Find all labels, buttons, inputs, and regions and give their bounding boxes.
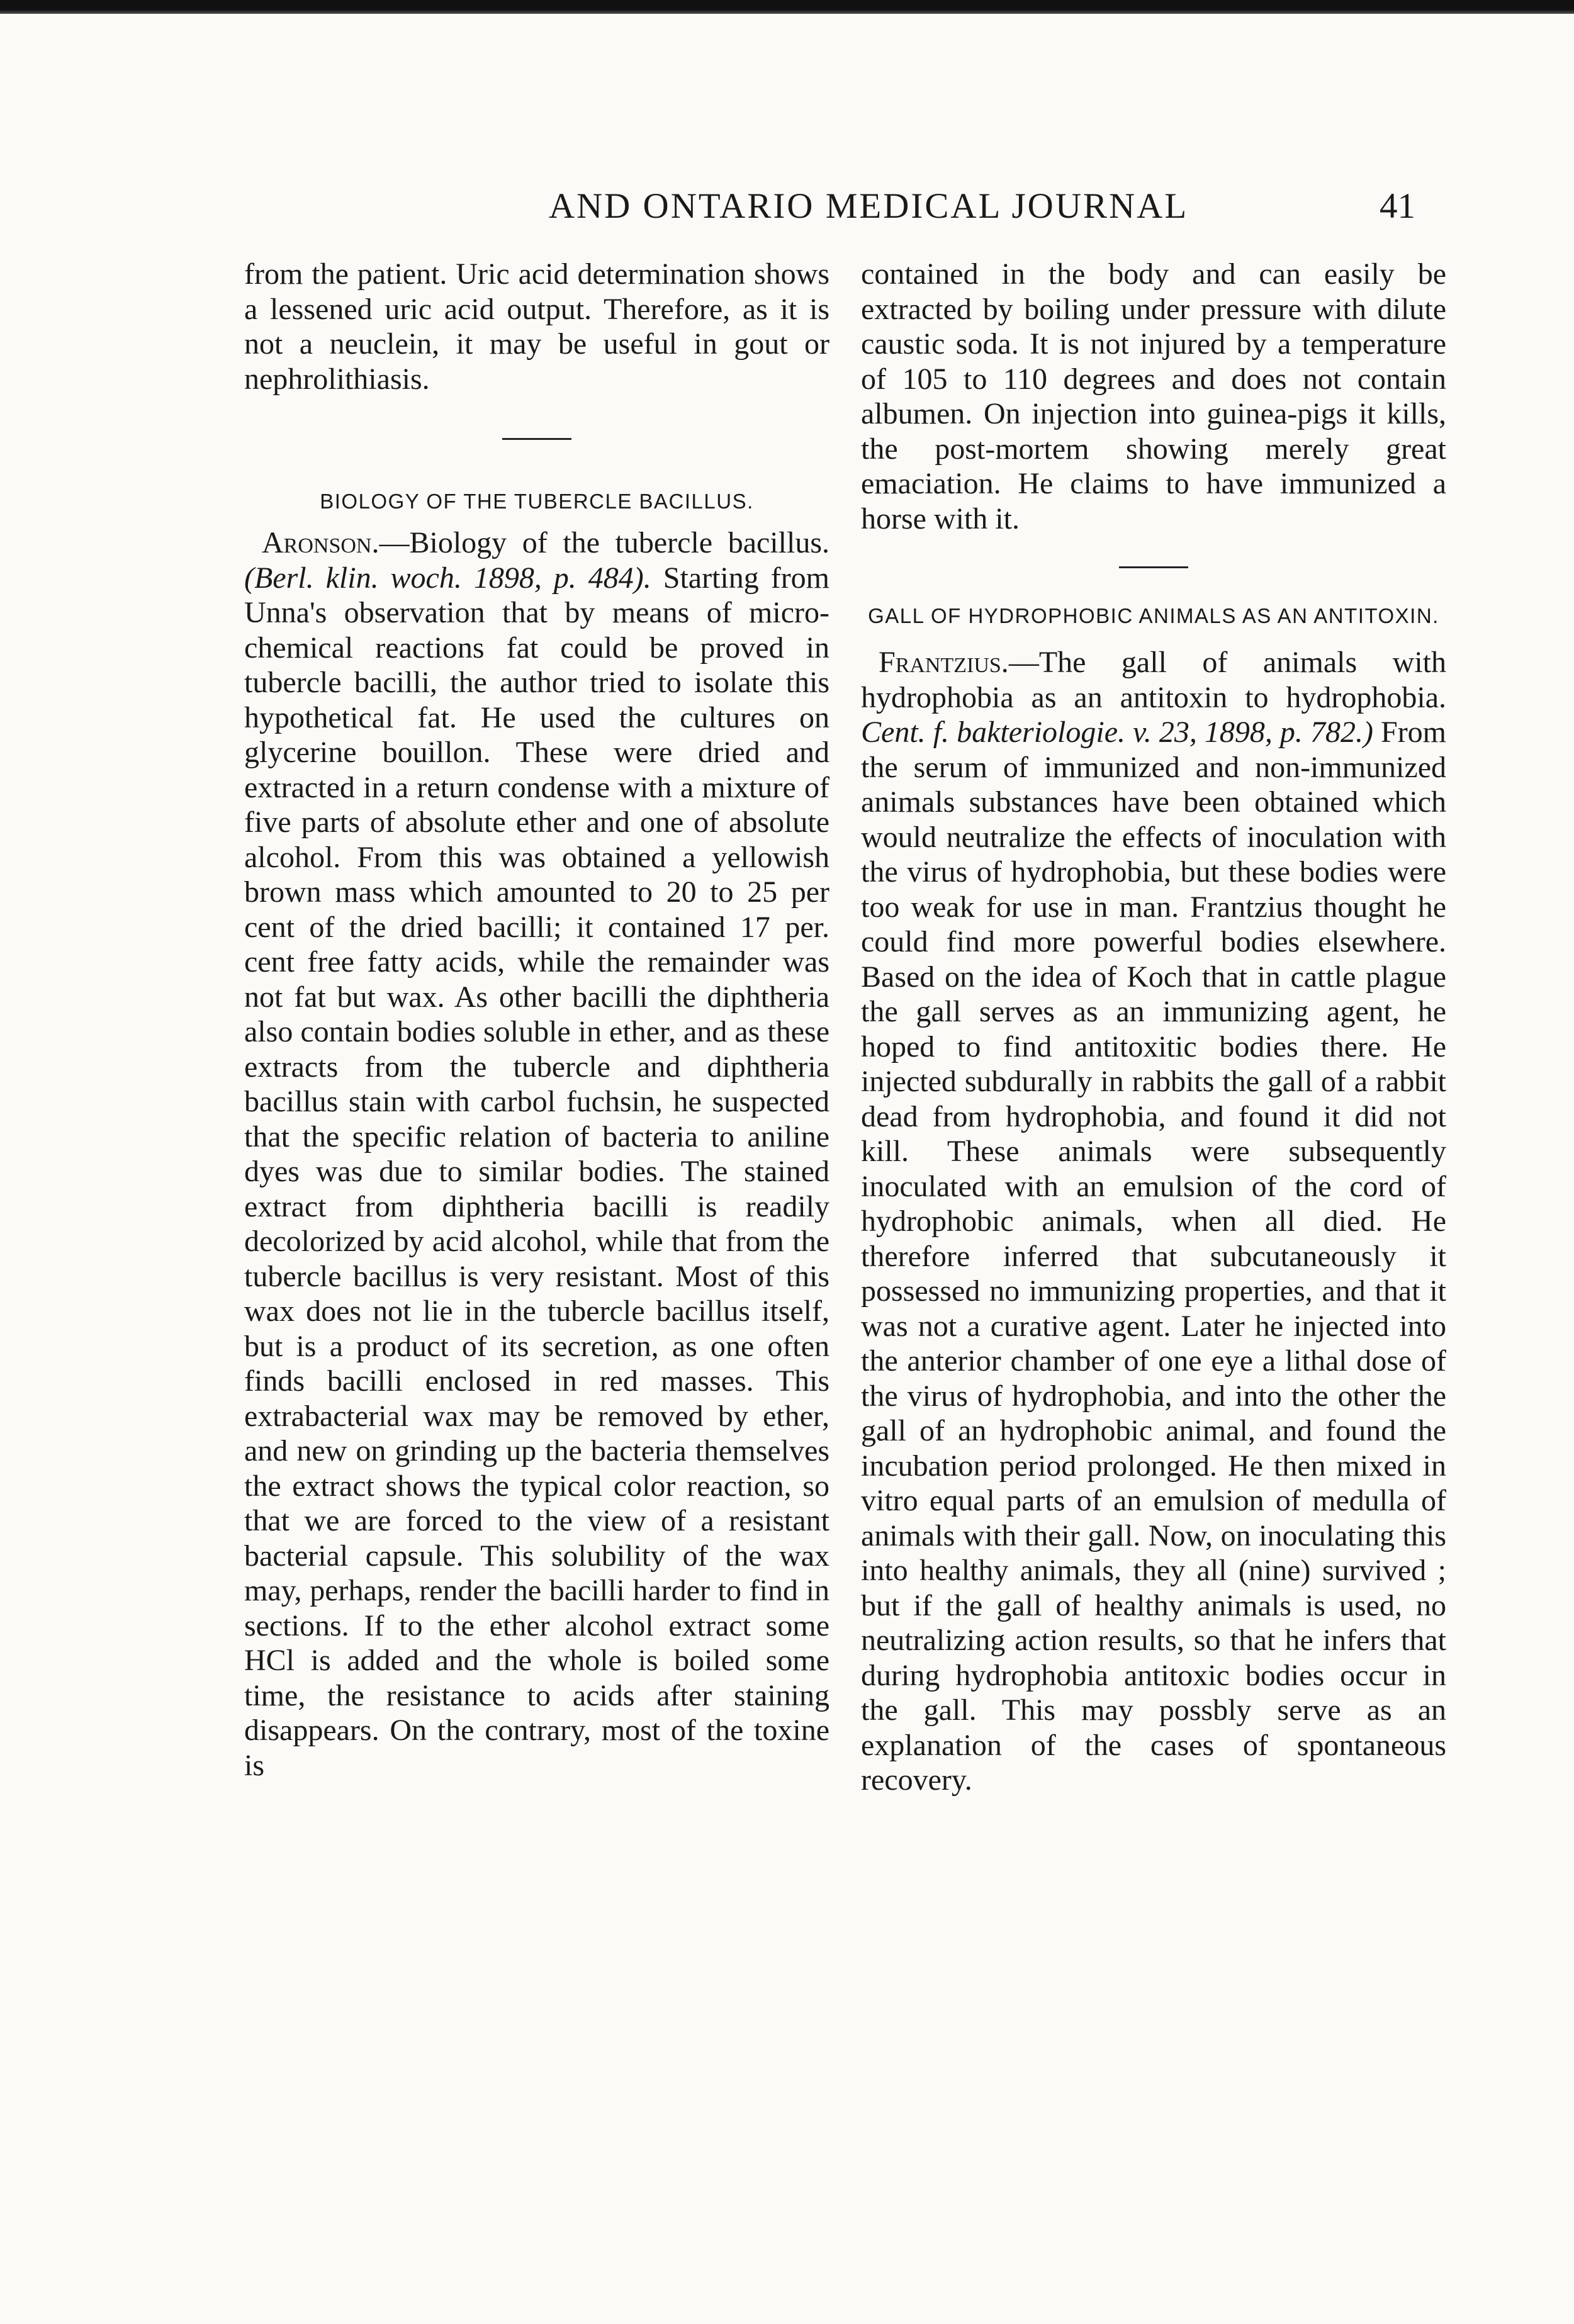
right-column — [861, 257, 1446, 1798]
article-lead: —Biology of the tubercle bacillus. — [379, 526, 829, 559]
article-author: Frantzius. — [879, 646, 1009, 679]
running-head — [0, 181, 1574, 232]
article-body: From the serum of immunized and non-immunized animals substances have been obtained which would neutralize the effects of inoculation with the virus of hydrophobia, but these bodies were too weak for use in man. Frantzius thought he could find more powerful bodies elsewhere. Based on the idea of Koch that in cattle plague the gall serves as an immunizing agent, he hoped to find antitoxitic bodies there. He injected subdurally in rabbits the gall of a rabbit dead from hydrophobia, and found it did not kill. These animals were subsequently inoculated with an emulsion of the cord of hydrophobic animals, when all died. He therefore inferred that subcutaneously it possessed no immunizing properties, and that it was not a curative agent. Later he injected into the anterior chamber of one eye a lithal dose of the virus of hydrophobia, and into the other the gall of an hydrophobic animal, and found the incubation period prolonged. He then mixed in vitro equal parts of an emulsion of medulla of animals with their gall. Now, on inoculating this into healthy animals, they all (nine) survived ; but if the gall of healthy animals is used, no neutralizing action results, so that he infers that during hydrophobia antitoxic bodies occur in the gall. This may possbly serve as an explanation of the cases of spontaneous recovery. — [861, 716, 1447, 1797]
article-body: Starting from Unna's observation that by means of micro-chemical reactions fat could be proved in tubercle bacilli, the author tried to isolate this hypothetical fat. He used the cultures on glycerine bouillon. These were dried and extracted in a return condense with a mixture of five parts of absolute ether and one of absolute alcohol. From this was obtained a yellowish brown mass which amounted to 20 to 25 per cent of the dried bacilli; it contained 17 per. cent free fatty acids, while the remainder was not fat but wax. As other bacilli the diphtheria also contain bodies soluble in ether, and as these extracts from the tubercle and diphtheria bacillus stain with carbol fuchsin, he suspected that the specific relation of bacteria to aniline dyes was due to similar bodies. The stained extract from diphtheria bacilli is readily decolorized by acid alcohol, while that from the tubercle bacillus is very resistant. Most of this wax does not lie in the tubercle bacillus itself, but is a product of its secretion, as one often finds bacilli enclosed in red masses. This extrabacterial wax may be removed by ether, and new on grinding up the bacteria themselves the extract shows the typical color reaction, so that we are forced to the view of a resistant bacterial capsule. This solubility of the wax may, perhaps, render the bacilli harder to find in sections. If to the ether alcohol extract some HCl is added and the whole is boiled some time, the resistance to acids after staining disappears. On the contrary, most of the toxine is — [244, 561, 830, 1782]
article-lead: —The gall of animals with hydrophobia as an antitoxin to hydrophobia. — [861, 646, 1446, 714]
page-number: 41 — [1380, 186, 1415, 226]
top-border-rule — [0, 0, 1574, 14]
left-column — [244, 257, 829, 1783]
intro-paragraph: from the patient. Uric acid determination shows a lessened uric acid output. Therefore, as it is not a neuclein, it may be useful in gout or nephrolithiasis. — [244, 257, 829, 396]
article-author: Aronson. — [262, 526, 379, 559]
article-paragraph — [861, 645, 1446, 1798]
article-citation: (Berl. klin. woch. 1898, p. 484). — [244, 561, 651, 595]
article-heading: GALL OF HYDROPHOBIC ANIMALS AS AN ANTITOXIN. — [868, 604, 1439, 627]
article-heading: BIOLOGY OF THE TUBERCLE BACILLUS. — [320, 490, 754, 513]
journal-title: AND ONTARIO MEDICAL JOURNAL — [548, 186, 1189, 226]
article-citation: Cent. f. bakteriologie. v. 23, 1898, p. 782.) — [861, 716, 1373, 749]
continuation-paragraph: contained in the body and can easily be extracted by boiling under pressure with dilute caustic soda. It is not injured by a temperature of 105 to 110 degrees and does not contain albumen. On injection into guinea-pigs it kills, the post-mortem showing merely great emaciation. He claims to have immunized a horse with it. — [861, 257, 1446, 536]
article-paragraph — [244, 525, 829, 1783]
